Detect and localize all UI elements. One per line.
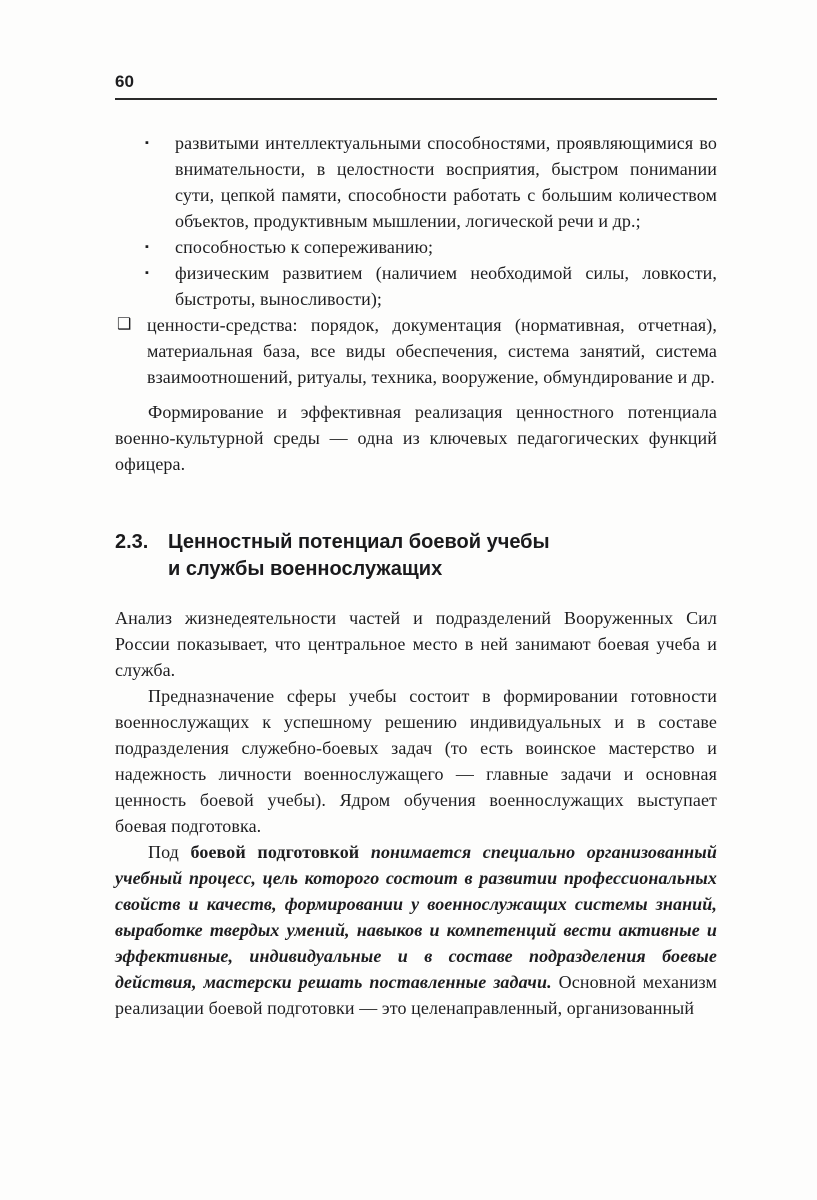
page-number: 60 [115,72,134,91]
open-square-bullet-icon: ❑ [117,316,132,333]
filled-square-bullet-icon: ▪ [145,267,149,279]
section-title [168,529,717,583]
section-title-line2: и службы военнослужащих [168,558,443,580]
list-item-text: физическим развитием (наличием необходимой силы, ловкости, быстроты, выносливости); [175,263,717,309]
list-item [115,260,717,312]
list-item-text: развитыми интеллектуальными способностями, проявляющимися во внимательности, в целостности восприятия, быстром понимании сути, цепкой памяти, способности работать с большим количеством объектов, продуктивным мышлении, логической речи и др.; [175,133,717,231]
paragraph-analysis: Анализ жизнедеятельности частей и подразделений Вооруженных Сил России показывает, что центральное место в ней занимают боевая учеба и служба. [115,608,717,680]
header-rule [115,98,717,100]
list-item [115,312,717,390]
section-title-line1: Ценностный потенциал боевой учебы [168,531,550,553]
list-item [115,130,717,234]
list-item-text: ценности-средства: порядок, документация (нормативная, отчетная), материальная база, все виды обеспечения, система занятий, система взаимоотношений, ритуалы, техника, вооружение, обмундирование и др. [147,315,717,387]
list-item-text: способностью к сопереживанию; [175,237,434,257]
paragraph-values-summary: Формирование и эффективная реализация ценностного потенциала военно-культурной среды — одна из ключевых педагогических функций офицера. [115,402,717,474]
filled-square-bullet-icon: ▪ [145,137,149,149]
list-item [115,234,717,260]
filled-square-bullet-icon: ▪ [145,241,149,253]
paragraph-definition: Под боевой подготовкой понимается специально организованный учебный процесс, цель которого состоит в развитии профессиональных свойств и качеств, формировании у военнослужащих системы знаний, выработке твердых умений, навыков и компетенций вести активные и эффективные, индивидуальные и в составе подразделения боевые действия, мастерски решать поставленные задачи. Основной механизм реализации боевой подготовки — это целенаправленный, организованный [115,842,717,1018]
section-number: 2.3. [115,531,149,553]
paragraph-purpose: Предназначение сферы учебы состоит в формировании готовности военнослужащих к успешному решению индивидуальных и в составе подразделения служебно-боевых задач (то есть воинское мастерство и надежность личности военнослужащего — главные задачи и основная ценность боевой учебы). Ядром обучения военнослужащих выступает боевая подготовка. [115,686,717,836]
section-heading [115,529,717,583]
page-content [115,72,717,1021]
